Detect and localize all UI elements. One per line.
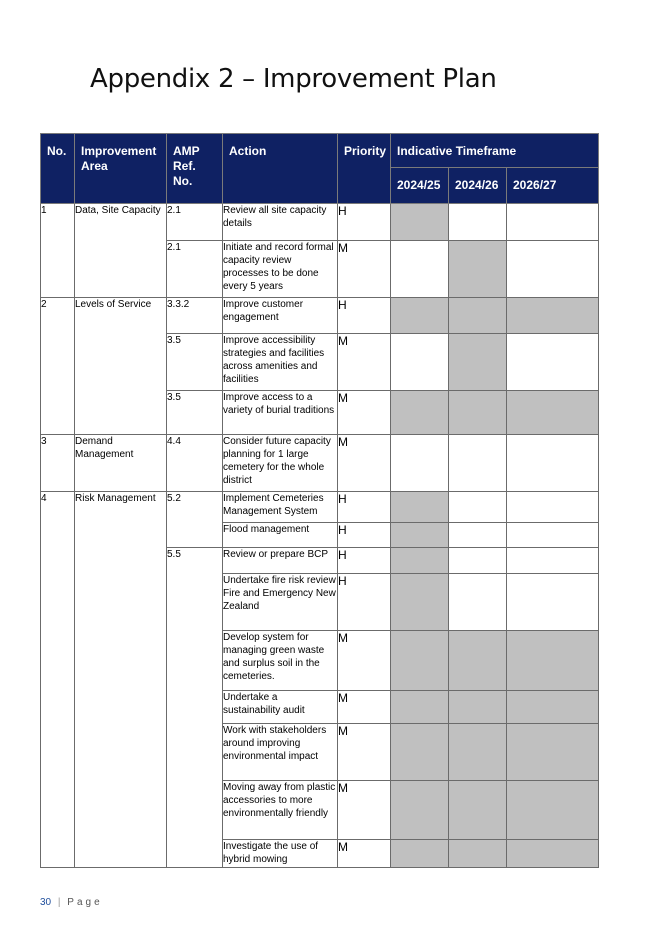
page-footer [40, 897, 103, 908]
table-row [41, 435, 599, 492]
priority-value: H [338, 298, 391, 334]
header-priority: Priority [338, 134, 391, 204]
priority-value: M [338, 241, 391, 298]
timeframe-cell [507, 492, 599, 523]
header-action: Action [223, 134, 338, 204]
timeframe-cell [391, 691, 449, 724]
priority-value: H [338, 492, 391, 523]
improvement-area: Data, Site Capacity [75, 204, 167, 298]
timeframe-cell [507, 241, 599, 298]
timeframe-cell [449, 781, 507, 840]
action-text: Improve access to a variety of burial traditions [223, 391, 338, 435]
timeframe-cell [507, 391, 599, 435]
header-year: 2024/26 [449, 168, 507, 204]
timeframe-cell [449, 574, 507, 631]
row-number: 2 [41, 298, 75, 435]
timeframe-cell [507, 631, 599, 691]
priority-value: M [338, 631, 391, 691]
timeframe-cell [507, 724, 599, 781]
amp-ref: 4.4 [167, 435, 223, 492]
timeframe-cell [449, 840, 507, 868]
timeframe-cell [449, 241, 507, 298]
timeframe-cell [449, 298, 507, 334]
amp-ref: 2.1 [167, 241, 223, 298]
action-text: Improve customer engagement [223, 298, 338, 334]
timeframe-cell [449, 548, 507, 574]
priority-value: M [338, 435, 391, 492]
improvement-area: Demand Management [75, 435, 167, 492]
header-improvement-area: Improvement Area [75, 134, 167, 204]
timeframe-cell [391, 492, 449, 523]
improvement-plan-table [40, 133, 599, 868]
priority-value: H [338, 574, 391, 631]
amp-ref: 2.1 [167, 204, 223, 241]
row-number: 1 [41, 204, 75, 298]
timeframe-cell [391, 435, 449, 492]
timeframe-cell [507, 298, 599, 334]
row-number: 4 [41, 492, 75, 868]
action-text: Moving away from plastic accessories to more environmentally friendly [223, 781, 338, 840]
action-text: Initiate and record formal capacity review processes to be done every 5 years [223, 241, 338, 298]
priority-value: M [338, 691, 391, 724]
table-row [41, 204, 599, 241]
timeframe-cell [449, 204, 507, 241]
header-no: No. [41, 134, 75, 204]
header-year: 2026/27 [507, 168, 599, 204]
timeframe-cell [449, 523, 507, 548]
timeframe-cell [449, 724, 507, 781]
header-amp-ref: AMP Ref. No. [167, 134, 223, 204]
amp-ref: 3.5 [167, 391, 223, 435]
action-text: Undertake a sustainability audit [223, 691, 338, 724]
action-text: Improve accessibility strategies and facilities across amenities and facilities [223, 334, 338, 391]
table-row [41, 298, 599, 334]
timeframe-cell [449, 631, 507, 691]
action-text: Consider future capacity planning for 1 large cemetery for the whole district [223, 435, 338, 492]
action-text: Review all site capacity details [223, 204, 338, 241]
timeframe-cell [391, 631, 449, 691]
amp-ref: 3.5 [167, 334, 223, 391]
page-title: Appendix 2 – Improvement Plan [90, 64, 497, 94]
timeframe-cell [391, 523, 449, 548]
timeframe-cell [391, 840, 449, 868]
action-text: Work with stakeholders around improving environmental impact [223, 724, 338, 781]
action-text: Undertake fire risk review Fire and Emergency New Zealand [223, 574, 338, 631]
improvement-area: Levels of Service [75, 298, 167, 435]
timeframe-cell [391, 548, 449, 574]
header-indicative-timeframe: Indicative Timeframe [391, 134, 599, 168]
timeframe-cell [391, 724, 449, 781]
priority-value: M [338, 724, 391, 781]
action-text: Implement Cemeteries Management System [223, 492, 338, 523]
action-text: Investigate the use of hybrid mowing [223, 840, 338, 868]
timeframe-cell [507, 523, 599, 548]
timeframe-cell [449, 492, 507, 523]
page-number: 30 [40, 897, 52, 908]
header-year: 2024/25 [391, 168, 449, 204]
timeframe-cell [391, 391, 449, 435]
timeframe-cell [391, 334, 449, 391]
timeframe-cell [449, 334, 507, 391]
timeframe-cell [507, 781, 599, 840]
timeframe-cell [507, 334, 599, 391]
priority-value: H [338, 548, 391, 574]
action-text: Flood management [223, 523, 338, 548]
priority-value: H [338, 204, 391, 241]
timeframe-cell [507, 548, 599, 574]
timeframe-cell [449, 391, 507, 435]
priority-value: M [338, 334, 391, 391]
row-number: 3 [41, 435, 75, 492]
priority-value: M [338, 781, 391, 840]
timeframe-cell [391, 204, 449, 241]
action-text: Develop system for managing green waste and surplus soil in the cemeteries. [223, 631, 338, 691]
priority-value: H [338, 523, 391, 548]
amp-ref: 5.5 [167, 548, 223, 868]
timeframe-cell [507, 204, 599, 241]
action-text: Review or prepare BCP [223, 548, 338, 574]
amp-ref: 3.3.2 [167, 298, 223, 334]
priority-value: M [338, 840, 391, 868]
timeframe-cell [449, 435, 507, 492]
amp-ref: 5.2 [167, 492, 223, 548]
timeframe-cell [507, 574, 599, 631]
timeframe-cell [507, 435, 599, 492]
timeframe-cell [391, 574, 449, 631]
table-row [41, 492, 599, 523]
timeframe-cell [391, 241, 449, 298]
timeframe-cell [507, 691, 599, 724]
timeframe-cell [391, 298, 449, 334]
priority-value: M [338, 391, 391, 435]
timeframe-cell [449, 691, 507, 724]
footer-separator: | [57, 897, 61, 908]
improvement-area: Risk Management [75, 492, 167, 868]
page-label: Page [67, 897, 103, 908]
timeframe-cell [507, 840, 599, 868]
timeframe-cell [391, 781, 449, 840]
